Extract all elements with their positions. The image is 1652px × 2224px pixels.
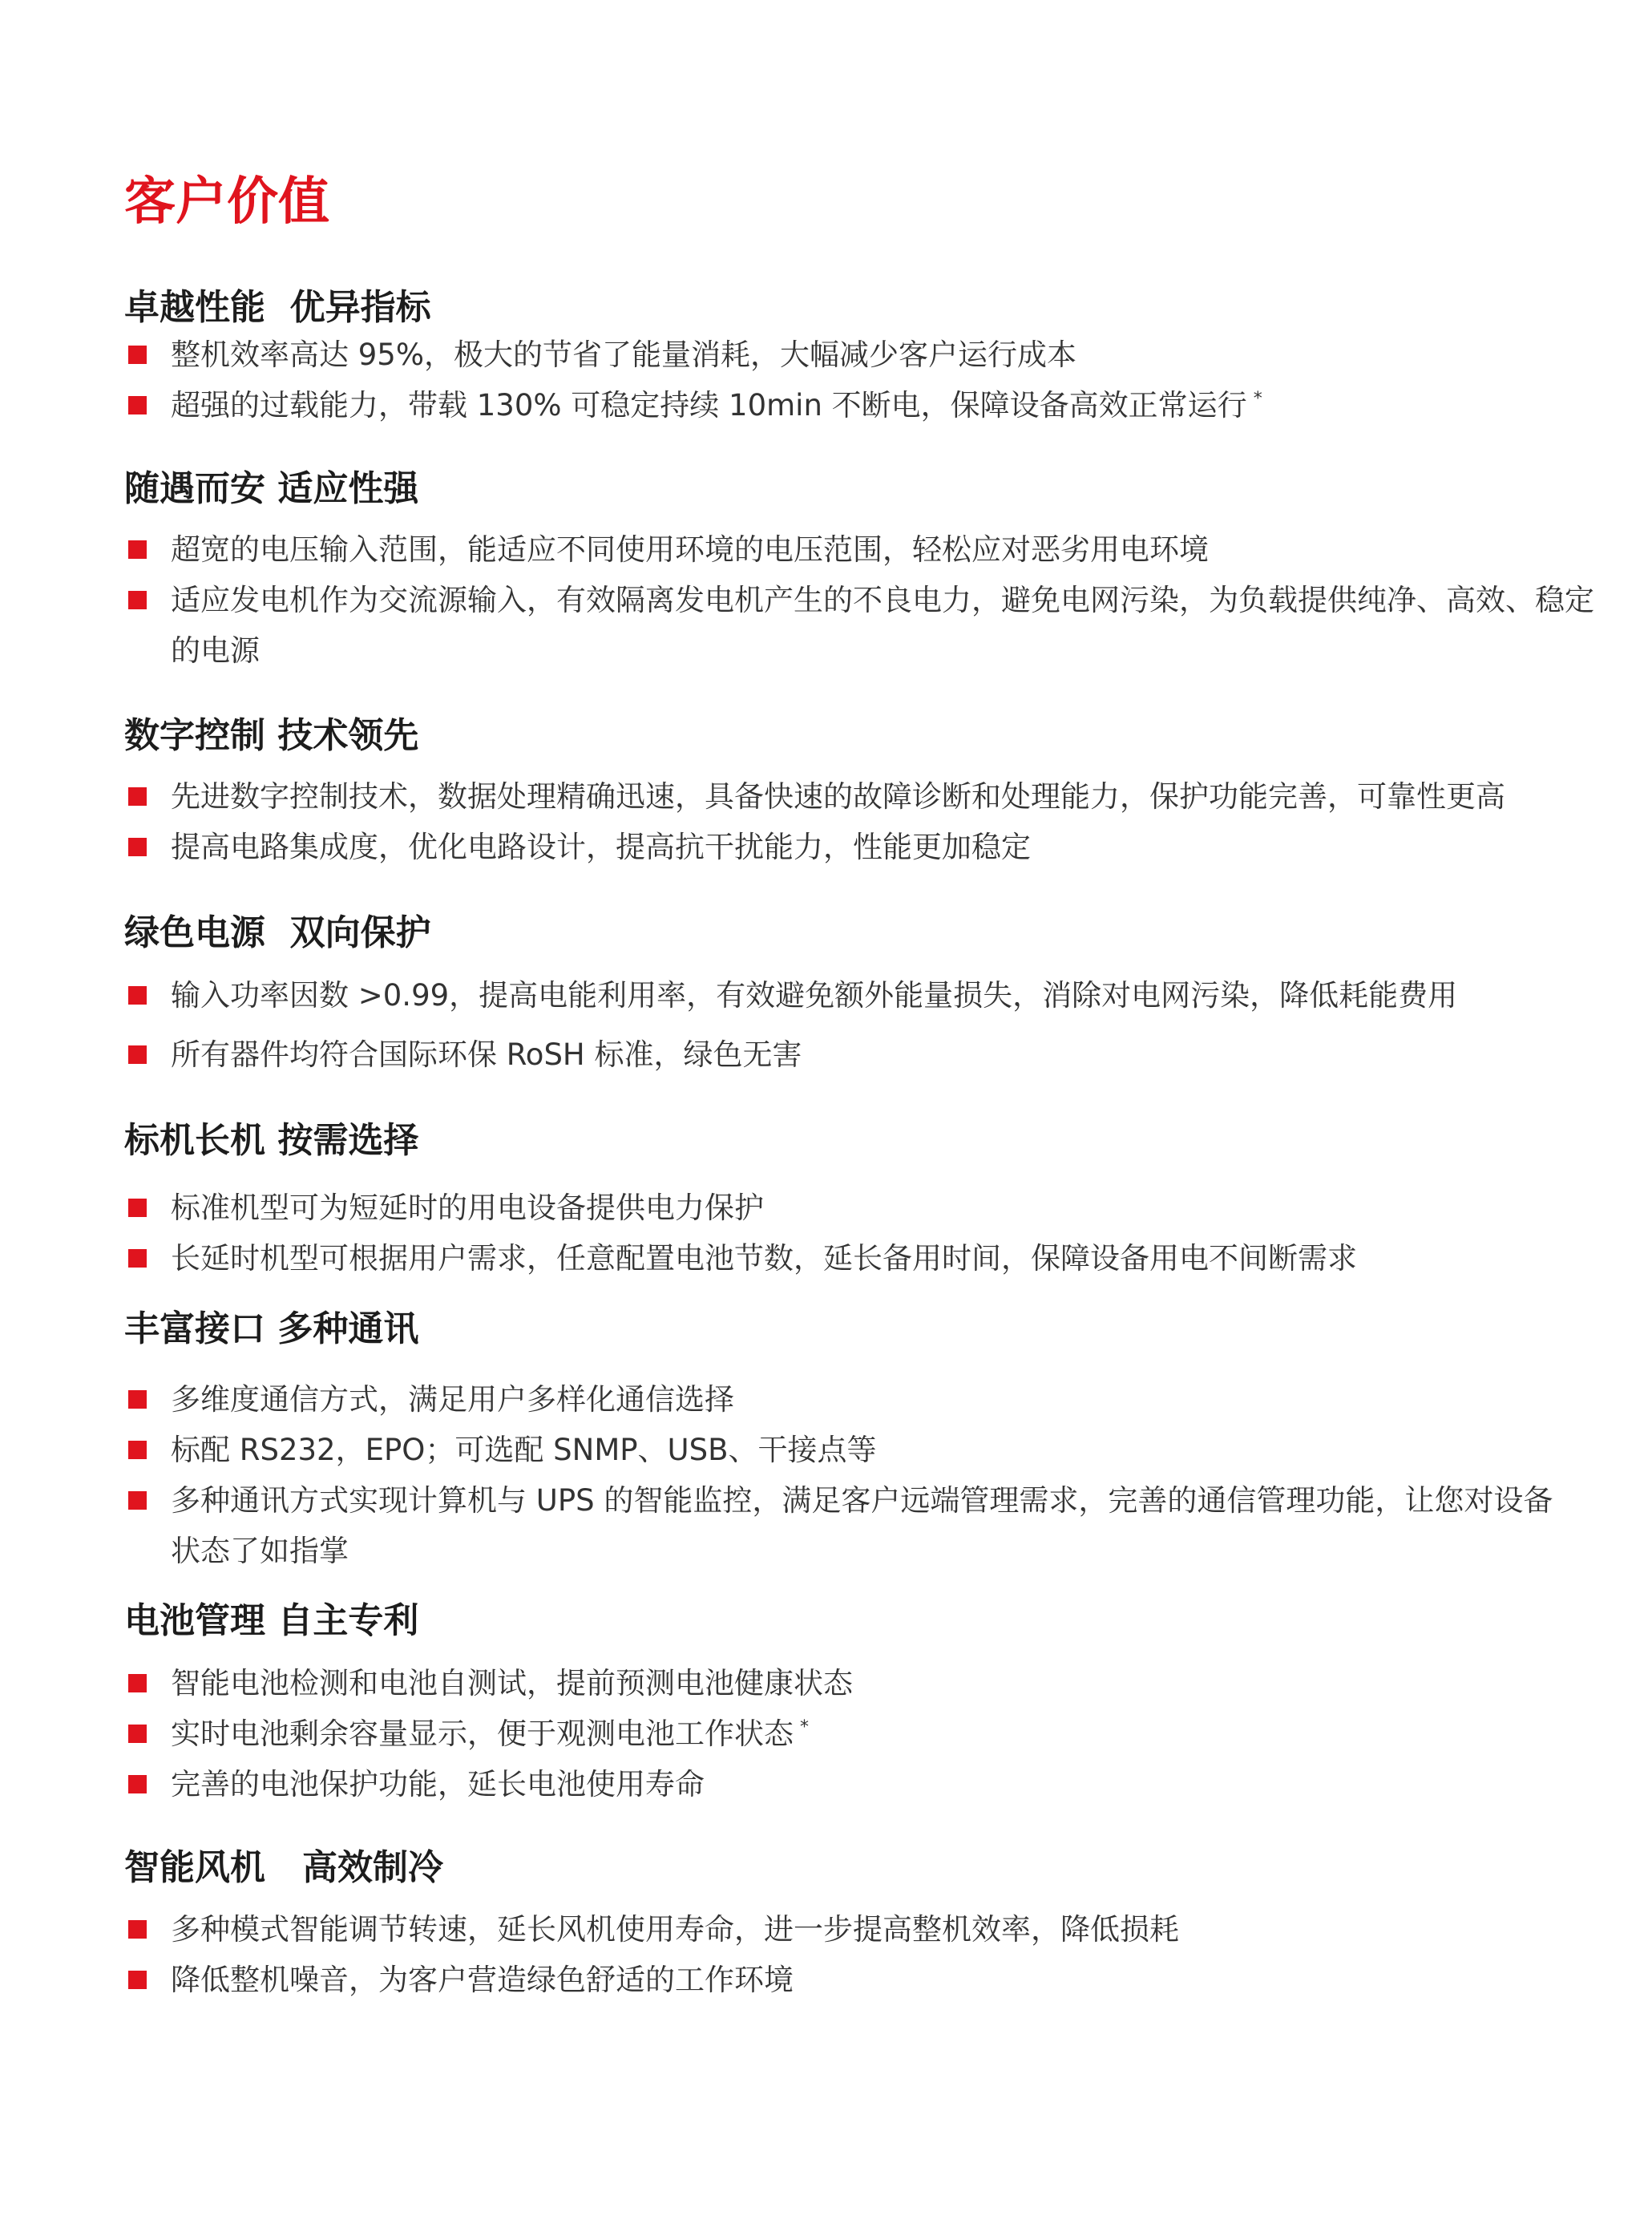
section-heading: 绿色电源 双向保护 xyxy=(124,912,431,953)
list-item xyxy=(171,575,1594,676)
square-bullet-icon xyxy=(128,1971,147,1989)
item-text: 适应发电机作为交流源输入，有效隔离发电机产生的不良电力，避免电网污染，为负载提供纯净、高效、稳定 xyxy=(171,583,1594,617)
item-text: 整机效率高达 95%，极大的节省了能量消耗，大幅减少客户运行成本 xyxy=(171,338,1076,372)
square-bullet-icon xyxy=(128,1249,147,1268)
list-item xyxy=(171,1425,1553,1475)
square-bullet-icon xyxy=(128,1674,147,1692)
square-bullet-icon xyxy=(128,1920,147,1939)
item-text-continued: 状态了如指掌 xyxy=(171,1534,349,1568)
bullet-list xyxy=(171,970,1457,1080)
item-text: 长延时机型可根据用户需求，任意配置电池节数，延长备用时间，保障设备用电不间断需求 xyxy=(171,1241,1357,1276)
list-item xyxy=(171,1233,1357,1284)
list-item xyxy=(171,822,1505,872)
list-item xyxy=(171,1374,1553,1425)
list-item xyxy=(171,1029,1457,1080)
list-item xyxy=(171,1708,853,1759)
square-bullet-icon xyxy=(128,346,147,364)
item-text: 多维度通信方式，满足用户多样化通信选择 xyxy=(171,1382,734,1417)
list-item xyxy=(171,330,1262,380)
footnote-mark: * xyxy=(800,1717,809,1737)
square-bullet-icon xyxy=(128,1775,147,1793)
square-bullet-icon xyxy=(128,838,147,856)
square-bullet-icon xyxy=(128,1491,147,1510)
square-bullet-icon xyxy=(128,396,147,414)
list-item xyxy=(171,380,1262,431)
item-text: 超强的过载能力，带载 130% 可稳定持续 10min 不断电，保障设备高效正常运行 xyxy=(171,388,1247,423)
section-heading: 电池管理 自主专利 xyxy=(124,1600,419,1641)
item-text: 智能电池检测和电池自测试，提前预测电池健康状态 xyxy=(171,1666,853,1700)
list-item xyxy=(171,1183,1357,1233)
section-heading: 标机长机 按需选择 xyxy=(124,1120,419,1161)
square-bullet-icon xyxy=(128,787,147,806)
bullet-list xyxy=(171,1183,1357,1284)
list-item xyxy=(171,970,1457,1021)
section-heading: 智能风机 高效制冷 xyxy=(124,1847,443,1888)
list-item xyxy=(171,524,1594,575)
list-item xyxy=(171,1759,853,1810)
bullet-list xyxy=(171,1904,1179,2005)
square-bullet-icon xyxy=(128,986,147,1005)
item-text: 超宽的电压输入范围，能适应不同使用环境的电压范围，轻松应对恶劣用电环境 xyxy=(171,532,1209,567)
item-text-continued: 的电源 xyxy=(171,633,260,668)
item-line xyxy=(171,1708,853,1759)
section-heading: 随遇而安 适应性强 xyxy=(124,468,419,509)
bullet-list xyxy=(171,771,1505,872)
bullet-list xyxy=(171,330,1262,431)
square-bullet-icon xyxy=(128,540,147,559)
page-title: 客户价值 xyxy=(124,172,329,232)
list-item xyxy=(171,1658,853,1708)
item-text: 先进数字控制技术，数据处理精确迅速，具备快速的故障诊断和处理能力，保护功能完善，可靠性更高 xyxy=(171,779,1505,814)
square-bullet-icon xyxy=(128,1390,147,1409)
item-line xyxy=(171,380,1262,431)
item-text: 实时电池剩余容量显示，便于观测电池工作状态 xyxy=(171,1717,794,1751)
item-text: 完善的电池保护功能，延长电池使用寿命 xyxy=(171,1767,705,1801)
list-item xyxy=(171,771,1505,822)
list-item xyxy=(171,1955,1179,2005)
square-bullet-icon xyxy=(128,1045,147,1064)
footnote-mark: * xyxy=(1253,389,1262,409)
bullet-list xyxy=(171,1374,1553,1576)
item-text: 标准机型可为短延时的用电设备提供电力保护 xyxy=(171,1191,764,1225)
section-heading: 卓越性能 优异指标 xyxy=(124,287,431,328)
square-bullet-icon xyxy=(128,591,147,609)
bullet-list xyxy=(171,1658,853,1810)
item-text: 提高电路集成度，优化电路设计，提高抗干扰能力，性能更加稳定 xyxy=(171,830,1031,864)
item-text: 多种模式智能调节转速，延长风机使用寿命，进一步提高整机效率，降低损耗 xyxy=(171,1912,1179,1947)
list-item xyxy=(171,1475,1553,1576)
item-text: 所有器件均符合国际环保 RoSH 标准，绿色无害 xyxy=(171,1037,802,1072)
section-heading: 数字控制 技术领先 xyxy=(124,715,419,756)
bullet-list xyxy=(171,524,1594,676)
square-bullet-icon xyxy=(128,1441,147,1459)
square-bullet-icon xyxy=(128,1725,147,1743)
section-heading: 丰富接口 多种通讯 xyxy=(124,1308,419,1349)
item-text: 标配 RS232，EPO；可选配 SNMP、USB、干接点等 xyxy=(171,1433,877,1467)
item-text: 多种通讯方式实现计算机与 UPS 的智能监控，满足客户远端管理需求，完善的通信管理功能，让您对设备 xyxy=(171,1483,1553,1518)
item-text: 降低整机噪音，为客户营造绿色舒适的工作环境 xyxy=(171,1963,794,1997)
item-text: 输入功率因数 >0.99，提高电能利用率，有效避免额外能量损失，消除对电网污染，降低耗能费用 xyxy=(171,978,1458,1013)
list-item xyxy=(171,1904,1179,1955)
square-bullet-icon xyxy=(128,1199,147,1217)
